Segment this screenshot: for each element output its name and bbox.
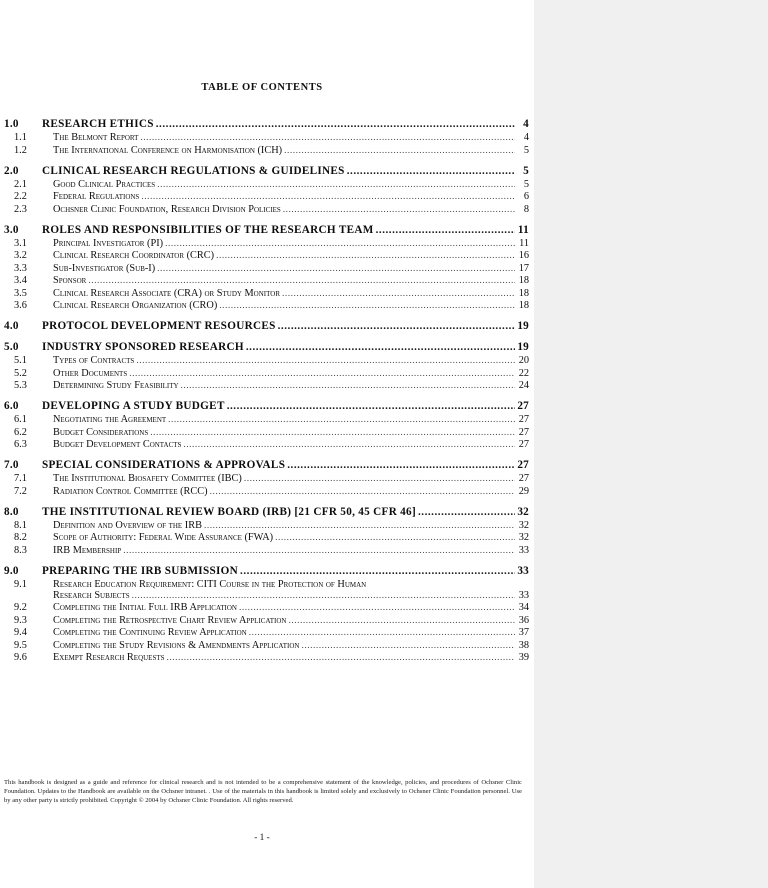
- toc-entry-number: 3.5: [14, 287, 27, 299]
- toc-entry-page: 32: [517, 505, 529, 518]
- toc-entry-number: 1.2: [14, 144, 27, 156]
- toc-entry-page: 39: [518, 652, 529, 663]
- toc-dot-leader: [284, 145, 515, 155]
- toc-entry[interactable]: [0, 652, 529, 663]
- toc-dot-leader: [210, 486, 515, 496]
- toc-entry[interactable]: [0, 439, 529, 450]
- toc-entry-page: 18: [518, 275, 529, 286]
- toc-entry-number: 7.0: [4, 459, 19, 471]
- toc-entry-page: 4: [523, 118, 529, 130]
- toc-entry[interactable]: [0, 263, 529, 274]
- toc-entry-number: 3.1: [14, 237, 27, 249]
- toc-entry-label: Ochsner Clinic Foundation, Research Division Policies: [53, 203, 281, 215]
- toc-entry[interactable]: [0, 380, 529, 391]
- toc-entry-page: 19: [517, 341, 529, 353]
- toc-entry[interactable]: [0, 579, 529, 590]
- toc-entry-label: Definition and Overview of the IRB: [53, 519, 202, 531]
- toc-dot-leader: [418, 506, 515, 517]
- toc-entry[interactable]: [0, 238, 529, 249]
- toc-dot-leader: [88, 275, 515, 285]
- toc-entry-page: 27: [518, 439, 529, 450]
- toc-entry-page: 5: [523, 178, 529, 190]
- toc-entry-number: 2.1: [14, 178, 27, 190]
- toc-entry-number: 8.3: [14, 544, 27, 556]
- toc-entry-page: 24: [518, 380, 529, 391]
- toc-entry[interactable]: [0, 300, 529, 311]
- toc-entry[interactable]: [0, 275, 529, 286]
- toc-entry[interactable]: [0, 545, 529, 556]
- toc-entry-number: 7.1: [14, 473, 27, 484]
- toc-entry-page: 20: [518, 355, 529, 366]
- toc-entry-page: 19: [517, 320, 529, 332]
- toc-entry-number: 5.1: [14, 355, 27, 366]
- toc-entry-label: Good Clinical Practices: [53, 178, 156, 190]
- toc-entry-label: DEVELOPING A STUDY BUDGET: [42, 400, 225, 412]
- toc-entry-page: 32: [518, 532, 529, 543]
- toc-entry-page: 11: [519, 237, 529, 249]
- toc-dot-leader: [136, 355, 515, 365]
- toc-dot-leader: [244, 473, 515, 483]
- toc-dot-leader: [239, 602, 515, 612]
- toc-dot-leader: [183, 439, 515, 449]
- toc-entry-number: 6.2: [14, 426, 27, 438]
- toc-entry-page: 18: [518, 300, 529, 311]
- toc-entry-page: 29: [518, 485, 529, 497]
- toc-entry-number: 8.0: [4, 505, 19, 518]
- toc-entry-number: 9.2: [14, 602, 27, 613]
- toc-entry-page: 27: [518, 414, 529, 425]
- toc-entry[interactable]: [0, 427, 529, 438]
- toc-entry-label: Budget Considerations: [53, 426, 149, 438]
- toc-entry[interactable]: [0, 486, 529, 497]
- toc-entry[interactable]: [0, 473, 529, 484]
- toc-entry-label: PREPARING THE IRB SUBMISSION: [42, 564, 239, 577]
- toc-dot-leader: [204, 520, 515, 530]
- toc-entry-label: Other Documents: [53, 367, 128, 379]
- toc-entry-number: 9.4: [14, 627, 27, 638]
- toc-entry[interactable]: [0, 400, 529, 412]
- toc-entry-number: 9.5: [14, 639, 27, 651]
- toc-entry-number: 6.0: [4, 400, 19, 412]
- toc-entry-label: Scope of Authority: Federal Wide Assurance (FWA): [53, 532, 274, 543]
- toc-dot-leader: [157, 263, 515, 273]
- toc-entry-number: 6.3: [14, 439, 27, 450]
- toc-entry[interactable]: [0, 414, 529, 425]
- toc-entry-label: Completing the Initial Full IRB Application: [53, 602, 237, 613]
- toc-entry-number: 5.2: [14, 367, 27, 379]
- toc-entry-number: 9.6: [14, 652, 27, 663]
- toc-entry[interactable]: [0, 118, 529, 130]
- toc-entry-page: 36: [518, 614, 529, 626]
- toc-entry-label: THE INSTITUTIONAL REVIEW BOARD (IRB) [21 CFR 50, 45 CFR 46]: [42, 505, 416, 518]
- toc-entry-label: The Institutional Biosafety Committee (IBC): [53, 473, 242, 484]
- toc-entry[interactable]: [0, 179, 529, 190]
- toc-entry-number: 8.1: [14, 519, 27, 531]
- toc-entry-label: Research Subjects: [53, 589, 130, 601]
- toc-entry-page: 22: [518, 367, 529, 379]
- toc-entry-number: 2.2: [14, 191, 27, 202]
- toc-entry[interactable]: [0, 224, 529, 236]
- toc-entry-label: IRB Membership: [53, 544, 122, 556]
- toc-entry-page: 34: [518, 602, 529, 613]
- toc-entry-number: 8.2: [14, 532, 27, 543]
- toc-entry-page: 27: [518, 473, 529, 484]
- toc-entry-number: 3.0: [4, 223, 19, 236]
- page-title: TABLE OF CONTENTS: [201, 82, 323, 93]
- toc-dot-leader: [181, 380, 515, 390]
- toc-dot-leader: [347, 165, 515, 176]
- toc-entry-page: 17: [518, 262, 529, 274]
- toc-entry[interactable]: [0, 640, 529, 651]
- toc-entry-number: 9.1: [14, 578, 27, 590]
- toc-entry-number: 3.6: [14, 300, 27, 311]
- toc-entry-label: Research Education Requirement: CITI Course in the Protection of Human: [53, 578, 367, 590]
- toc-entry-label: Completing the Study Revisions & Amendments Application: [53, 639, 300, 651]
- toc-entry-page: 33: [518, 544, 529, 556]
- toc-entry-number: 7.2: [14, 485, 27, 497]
- toc-entry-label: Budget Development Contacts: [53, 439, 182, 450]
- toc-entry-number: 5.3: [14, 380, 27, 391]
- toc-entry-page: 33: [517, 564, 529, 577]
- table-of-contents-list: [0, 118, 534, 663]
- toc-entry-page: 5: [523, 164, 529, 177]
- toc-entry[interactable]: [0, 250, 529, 261]
- toc-dot-leader: [123, 545, 515, 555]
- toc-entry[interactable]: [0, 602, 529, 613]
- toc-entry-number: 6.1: [14, 414, 27, 425]
- toc-entry[interactable]: [0, 341, 529, 353]
- toc-dot-leader: [140, 132, 515, 142]
- toc-dot-leader: [167, 652, 515, 662]
- toc-dot-leader: [156, 118, 515, 129]
- toc-entry-page: 38: [518, 639, 529, 651]
- toc-dot-leader: [141, 191, 515, 201]
- toc-entry[interactable]: [0, 288, 529, 299]
- toc-entry-label: Completing the Retrospective Chart Review Application: [53, 614, 287, 626]
- toc-entry[interactable]: [0, 320, 529, 332]
- toc-entry-label: PROTOCOL DEVELOPMENT RESOURCES: [42, 320, 276, 332]
- toc-entry-page: 5: [523, 144, 529, 156]
- toc-entry-label: Sub-Investigator (Sub-I): [53, 262, 156, 274]
- page-number-footer: - 1 -: [254, 833, 270, 843]
- toc-entry[interactable]: [0, 204, 529, 215]
- toc-entry-number: 2.3: [14, 203, 27, 215]
- toc-entry-label: Radiation Control Committee (RCC): [53, 485, 208, 497]
- toc-dot-leader: [240, 565, 515, 576]
- toc-dot-leader: [278, 320, 515, 331]
- toc-entry[interactable]: [0, 191, 529, 202]
- toc-dot-leader: [287, 459, 515, 470]
- toc-dot-leader: [165, 238, 515, 248]
- toc-entry-number: 3.4: [14, 275, 27, 286]
- toc-dot-leader: [219, 300, 515, 310]
- toc-entry-page: 16: [518, 250, 529, 261]
- toc-entry[interactable]: [0, 627, 529, 638]
- toc-entry-number: 1.1: [14, 132, 27, 143]
- toc-entry-label: ROLES AND RESPONSIBILITIES OF THE RESEARCH TEAM: [42, 223, 374, 236]
- toc-entry-number: 5.0: [4, 341, 19, 353]
- toc-entry[interactable]: [0, 532, 529, 543]
- toc-entry-label: Determining Study Feasibility: [53, 380, 179, 391]
- toc-dot-leader: [157, 179, 515, 189]
- toc-entry-label: SPECIAL CONSIDERATIONS & APPROVALS: [42, 459, 286, 471]
- toc-entry[interactable]: [0, 506, 529, 518]
- toc-entry-label: Completing the Continuing Review Application: [53, 627, 247, 638]
- toc-dot-leader: [275, 532, 515, 542]
- toc-entry-label: Exempt Research Requests: [53, 652, 165, 663]
- toc-entry[interactable]: [0, 145, 529, 156]
- toc-entry-page: 32: [518, 519, 529, 531]
- toc-entry-number: 4.0: [4, 320, 19, 332]
- toc-entry-number: 3.2: [14, 250, 27, 261]
- toc-entry-label: Types of Contracts: [53, 355, 135, 366]
- toc-entry-label: The Belmont Report: [53, 132, 139, 143]
- toc-entry-page: 4: [523, 132, 529, 143]
- toc-entry-number: 9.0: [4, 564, 19, 577]
- toc-entry-page: 27: [517, 400, 529, 412]
- toc-entry-label: RESEARCH ETHICS: [42, 118, 154, 130]
- toc-entry-label: The International Conference on Harmonisation (ICH): [53, 144, 283, 156]
- toc-entry-page: 33: [518, 589, 529, 601]
- toc-dot-leader: [249, 627, 515, 637]
- toc-entry[interactable]: [0, 355, 529, 366]
- toc-entry-page: 37: [518, 627, 529, 638]
- toc-dot-leader: [376, 224, 515, 235]
- toc-entry[interactable]: [0, 132, 529, 143]
- toc-dot-leader: [150, 427, 515, 437]
- toc-entry[interactable]: [0, 590, 529, 601]
- toc-dot-leader: [132, 590, 515, 600]
- toc-entry-label: Negotiating the Agreement: [53, 414, 167, 425]
- toc-entry-label: CLINICAL RESEARCH REGULATIONS & GUIDELINES: [42, 164, 345, 177]
- toc-entry-number: 2.0: [4, 164, 19, 177]
- toc-dot-leader: [288, 615, 515, 625]
- toc-entry-label: Sponsor: [53, 275, 87, 286]
- toc-entry-page: 27: [518, 426, 529, 438]
- toc-entry-number: 9.3: [14, 614, 27, 626]
- toc-entry[interactable]: [0, 565, 529, 577]
- toc-entry[interactable]: [0, 368, 529, 379]
- toc-entry-label: Federal Regulations: [53, 191, 140, 202]
- toc-entry[interactable]: [0, 520, 529, 531]
- toc-dot-leader: [168, 414, 515, 424]
- toc-entry-page: 8: [523, 203, 529, 215]
- toc-dot-leader: [282, 288, 515, 298]
- toc-entry-page: 6: [523, 191, 529, 202]
- toc-dot-leader: [129, 368, 515, 378]
- toc-entry-number: 3.3: [14, 262, 27, 274]
- toc-entry[interactable]: [0, 165, 529, 177]
- toc-dot-leader: [246, 341, 515, 352]
- toc-entry-number: 1.0: [4, 118, 19, 130]
- toc-entry-page: 18: [518, 287, 529, 299]
- toc-entry[interactable]: [0, 615, 529, 626]
- toc-dot-leader: [283, 204, 515, 214]
- toc-entry-label: Clinical Research Associate (CRA) or Study Monitor: [53, 287, 281, 299]
- toc-entry-label: Principal Investigator (PI): [53, 237, 164, 249]
- toc-entry[interactable]: [0, 459, 529, 471]
- toc-entry-label: Clinical Research Organization (CRO): [53, 300, 218, 311]
- toc-entry-label: Clinical Research Coordinator (CRC): [53, 250, 215, 261]
- toc-entry-label: INDUSTRY SPONSORED RESEARCH: [42, 341, 244, 353]
- disclaimer-text: This handbook is designed as a guide and reference for clinical research and is not intended to be a comprehensive statement of the knowledge, policies, and procedures of Ochsner Clinic Foundation. Updates to the Handbook are available on the Ochsner intranet. . Use of the materials in this handbook is limited solely and exclusively to Ochsner Clinic Foundation personnel. Use by any other party is strictly prohibited. Copyright © 2004 by Ochsner Clinic Foundation. All rights reserved.: [4, 779, 522, 805]
- toc-dot-leader: [227, 400, 515, 411]
- toc-entry-page: 11: [517, 223, 529, 236]
- toc-dot-leader: [301, 640, 515, 650]
- toc-dot-leader: [216, 250, 515, 260]
- toc-entry-page: 27: [517, 459, 529, 471]
